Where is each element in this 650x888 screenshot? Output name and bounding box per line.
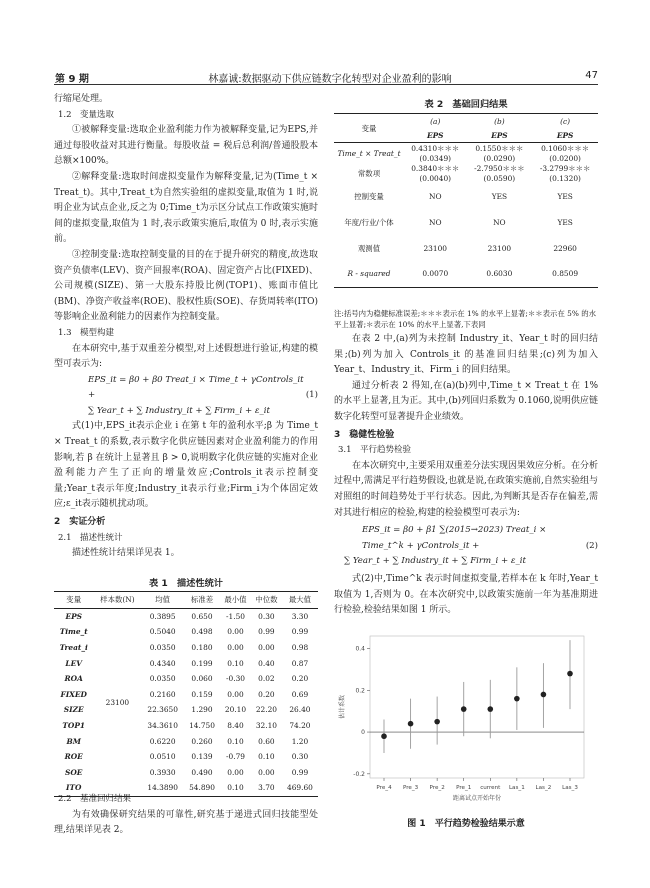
table2-cell <box>532 235 598 261</box>
table1-cell: 1.290 <box>191 705 213 715</box>
data-point <box>461 706 467 712</box>
table1-cell: 3.70 <box>258 783 275 793</box>
table-row <box>334 183 598 209</box>
table1-header-1: 样本数(N) <box>100 595 135 605</box>
equation-1 <box>54 373 318 420</box>
table1-cell: 8.40 <box>227 721 244 731</box>
table2-cell <box>532 209 598 235</box>
para-explained-var: ①被解释变量:选取企业盈利能力作为被解释变量,记为EPS,并通过每股收益对其进行衡量。每股收益 = 税后总利润/普通股股本总额×100%。 <box>54 125 318 167</box>
para-equation-2-desc: 式(2)中,Time^k 表示时间虚拟变量,若样本在 k 年时,Year_t 取值为 1,否则为 0。在本次研究中,以政策实施前一年为基准期进行检验,检验结果如图 1 所示。 <box>334 573 598 616</box>
table2-value: 0.0070 <box>422 269 449 279</box>
table1-header-0: 变量 <box>66 595 82 605</box>
table1-cell: 0.00 <box>227 627 244 637</box>
table1-cell: -0.30 <box>226 674 245 684</box>
table1-var-name: SOE <box>64 767 83 777</box>
table2-cell <box>532 261 598 287</box>
y-tick-label: -0.2 <box>353 770 365 778</box>
x-tick-label: Las_3 <box>562 785 578 791</box>
heading-2-1: 2.1 描述性统计 <box>58 532 123 543</box>
table2-row-label: 观测值 <box>357 243 381 253</box>
table1-cell: 0.199 <box>191 658 213 668</box>
table2-value: 22960 <box>553 243 577 253</box>
x-tick-label: Pre_4 <box>376 785 392 791</box>
table1-header-5: 中位数 <box>255 595 278 605</box>
table1-cell: 0.20 <box>291 674 309 684</box>
table1-var-name: EPS <box>65 611 82 621</box>
y-tick-label: 0 <box>361 729 365 737</box>
table2-row-label: 常数项 <box>357 168 381 178</box>
table-row <box>334 209 598 235</box>
para-model-intro: 在本研究中,基于双重差分模型,对上述假想进行验证,构建的模型可表示为: <box>54 343 318 370</box>
table1-var-name: SIZE <box>63 705 84 715</box>
data-point <box>434 719 440 725</box>
table1-var-name: TOP1 <box>62 721 86 731</box>
table1-cell: 0.99 <box>291 627 309 637</box>
table2-cell <box>404 143 467 164</box>
table2-std-error: (0.0349) <box>419 154 452 163</box>
table1 <box>54 591 318 797</box>
heading-3-1: 3.1 平行趋势检验 <box>338 445 412 456</box>
table2-col-b: (b) <box>494 116 505 126</box>
heading-3: 3 稳健性检验 <box>334 429 395 440</box>
x-tick-label: Pre_1 <box>456 785 472 791</box>
data-point <box>408 721 414 727</box>
plot-frame <box>370 636 584 778</box>
x-tick-label: current <box>480 785 501 791</box>
table1-cell: 0.4340 <box>149 658 176 668</box>
table2-col-a: (a) <box>430 116 441 126</box>
table2-value: 0.6030 <box>486 269 513 279</box>
table1-cell: 0.00 <box>227 643 244 653</box>
table2-std-error: (0.0290) <box>483 154 516 163</box>
y-tick-label: 0.2 <box>355 687 365 695</box>
x-tick-label: Pre_3 <box>402 785 419 791</box>
table1-header-6: 最大值 <box>288 595 312 605</box>
table1-cell: 0.87 <box>291 658 309 668</box>
table-row <box>334 163 598 183</box>
table2-cell <box>532 143 598 164</box>
equation-2 <box>334 523 598 570</box>
table2-value: NO <box>493 217 506 227</box>
table1-cell: 0.139 <box>191 752 213 762</box>
table1-cell: 20.10 <box>224 705 247 715</box>
table1-var-name: FIXED <box>60 689 87 699</box>
table1-cell: 1.20 <box>291 736 309 746</box>
table1-cell: 469.60 <box>287 783 313 793</box>
table2-dep-c: EPS <box>556 130 574 140</box>
x-tick-label: Las_2 <box>535 785 552 791</box>
table1-cell: 0.159 <box>191 689 213 699</box>
left-column-bottom <box>54 792 318 839</box>
table2-row-label: R - squared <box>347 269 391 279</box>
table2-value: NO <box>428 217 442 227</box>
table2-cell <box>467 261 533 287</box>
table1-cell: 0.60 <box>258 736 275 746</box>
table1-header-4: 最小值 <box>224 595 247 605</box>
table2-value: 0.4310＊＊＊ <box>411 144 460 153</box>
table1-cell: 0.69 <box>291 689 309 699</box>
table1-cell: 0.180 <box>191 643 213 653</box>
para-control-var: ③控制变量:选取控制变量的目的在于提升研究的精度,故选取资产负债率(LEV)、资产回报率(ROA)、固定资产占比(FIXED)、公司规模(SIZE)、第一大股东持股比例(TOP1)、账面市值比(BM)、净资产收益率(ROE)、股权性质(SOE)、存货周转率(ITO)等影响企业盈利能力的因素作为控制变量。 <box>54 249 318 323</box>
table2-value: 0.1060＊＊＊ <box>541 144 590 153</box>
table2-value: 23100 <box>423 243 447 253</box>
table2-cell <box>404 261 467 287</box>
equation-2-number: (2) <box>585 540 598 551</box>
table1-var-name: BM <box>66 736 81 746</box>
table1-cell: 0.99 <box>291 767 309 777</box>
equation-1-line-2: ∑ Year_t + ∑ Industry_it + ∑ Firm_i + ε_it <box>88 405 270 416</box>
table1-cell: 0.3930 <box>149 767 176 777</box>
table2-std-error: (0.1320) <box>549 174 581 183</box>
table1-cell: -1.50 <box>226 611 245 621</box>
table1-cell: 0.10 <box>258 752 275 762</box>
table1-header-row <box>54 592 318 609</box>
equation-1-number: (1) <box>305 390 318 401</box>
para-desc-stats: 描述性统计结果详见表 1。 <box>72 548 180 559</box>
para-parallel-trend: 在本次研究中,主要采用双重差分法实现因果效应分析。在分析过程中,需满足平行趋势假设,也就是说,在政策实施前,自然实验组与对照组的时间趋势处于平行状态。因此,为判断其是否存在偏差,需对其进行相应的检验,构建的检验模型可表示为: <box>334 460 598 518</box>
heading-2: 2 实证分析 <box>54 517 106 528</box>
table2-cell <box>404 183 467 209</box>
data-point <box>381 733 387 739</box>
table1-cell: 0.99 <box>258 627 275 637</box>
table1-cell: 0.10 <box>227 783 244 793</box>
x-axis-label: 距离试点开始年份 <box>452 795 502 802</box>
table1-cell: 22.3650 <box>147 705 178 715</box>
table2-cell <box>532 183 598 209</box>
table2-var-header: 变量 <box>361 123 377 133</box>
table2-col-c: (c) <box>560 116 571 126</box>
table2-row-label: 控制变量 <box>354 191 384 201</box>
table2-cell <box>467 163 533 183</box>
table1-cell: 0.40 <box>258 658 275 668</box>
table2-title: 表 2 基础回归结果 <box>424 99 508 110</box>
header-rule <box>54 84 598 85</box>
table-row <box>334 261 598 287</box>
table2-note: 注:括号内为稳健标准误差;＊＊＊表示在 1% 的水平上显著;＊＊表示在 5% 的水平上显著;＊表示在 10% 的水平上显著,下表同 <box>334 309 597 329</box>
table1-cell: 22.20 <box>255 705 277 715</box>
table2-header-row <box>334 114 598 129</box>
table2-value: 0.8509 <box>552 269 579 279</box>
para-explanatory-var: ②解释变量:选取时间虚拟变量作为解释变量,记为(Time_t × Treat_t)。其中,Treat_t为自然实验组的虚拟变量,取值为 1 时,说明企业为试点企业,反之为 0;Time_t为示区分试点工作政策实施时间的虚拟变量,取值为 1 时,表示政策实施后,取值为 0 时,表示实施前。 <box>54 171 318 245</box>
table1-cell: 0.6220 <box>149 736 176 746</box>
para-0: 行缩尾处理。 <box>54 94 109 104</box>
table1-cell: 14.750 <box>189 721 215 731</box>
table1-cell: 0.3895 <box>149 611 176 621</box>
table2-cell <box>467 235 533 261</box>
table2-dep-b: EPS <box>491 130 508 140</box>
table1-cell: 0.00 <box>227 689 244 699</box>
table1-title: 表 1 描述性统计 <box>149 578 223 589</box>
table1-cell: 0.10 <box>227 658 244 668</box>
table1-cell: 0.490 <box>191 767 213 777</box>
table1-cell: 74.20 <box>289 721 311 731</box>
table1-cell: 3.30 <box>291 611 309 621</box>
table1-cell: 0.20 <box>258 689 275 699</box>
table2-row-label: 年度/行业/个体 <box>344 217 394 227</box>
table2-cell <box>404 235 467 261</box>
parallel-trend-chart <box>334 628 598 812</box>
table1-cell: 0.00 <box>258 767 275 777</box>
equation-2-line-1: EPS_it = β0 + β1 ∑(2015→2023) Treat_i × Time_t^k + γControls_it + <box>362 525 547 551</box>
table1-header-2: 均值 <box>155 595 171 605</box>
heading-2-2: 2.2 基准回归结果 <box>58 794 132 804</box>
table1-var-name: ROE <box>64 752 83 762</box>
table2-row-label: Time_t × Treat_t <box>337 148 401 158</box>
table1-cell: 34.3610 <box>147 721 178 731</box>
table1-sample-size: 23100 <box>105 697 130 707</box>
y-tick-label: 0.4 <box>355 645 365 653</box>
table1-cell: 0.30 <box>258 611 275 621</box>
table2-value: 0.3840＊＊＊ <box>411 164 460 173</box>
table1-cell: 0.650 <box>191 611 213 621</box>
table2-value: YES <box>557 217 573 227</box>
equation-2-line-2: ∑ Year_t + ∑ Industry_it + ∑ Firm_i + ε_it <box>344 556 526 567</box>
table2-cell <box>467 143 533 164</box>
table-row <box>334 235 598 261</box>
table2-cell <box>532 163 598 183</box>
table2-cell <box>467 183 533 209</box>
table2-std-error: (0.0200) <box>549 154 581 163</box>
table2-value: 23100 <box>487 243 512 253</box>
figure1-caption: 图 1 平行趋势检验结果示意 <box>407 819 525 829</box>
table2-dep-a: EPS <box>426 130 444 140</box>
left-column <box>54 92 318 562</box>
table2-value: -3.2799＊＊＊ <box>539 164 591 173</box>
table1-cell: 0.00 <box>258 643 275 653</box>
table2-value: 0.1550＊＊＊ <box>475 144 524 153</box>
data-point <box>541 692 547 698</box>
page-number: 47 <box>585 70 598 81</box>
table1-cell: 14.3890 <box>147 783 178 793</box>
table1-header-3: 标准差 <box>190 595 214 605</box>
table-row <box>334 143 598 164</box>
running-title: 林嘉诚:数据驱动下供应链数字化转型对企业盈利的影响 <box>208 74 452 85</box>
table1-cell: 0.060 <box>191 674 213 684</box>
table1-cell: 0.260 <box>191 736 213 746</box>
x-tick-label: Pre_2 <box>429 785 445 791</box>
table2-cell <box>467 209 533 235</box>
table2-std-error: (0.0040) <box>419 174 452 183</box>
x-tick-label: Las_1 <box>508 785 525 791</box>
table1-var-name: ROA <box>64 674 83 684</box>
table1-cell: 32.10 <box>255 721 277 731</box>
table1-var-name: Treat_i <box>59 643 88 653</box>
para-model-desc: 式(1)中,EPS_it表示企业 i 在第 t 年的盈利水平;β 为 Time_t × Treat_t 的系数,表示数字化供应链因素对企业盈利能力的作用影响,若 β 在统计上显著且 β > 0,说明数字化供应链的实施对企业盈利能力产生了正向的增量效应;Controls_it表示控制变量;Year_t表示年度;Industry_it表示行业;Firm_i为个体固定效应;ε_it表示随机扰动项。 <box>54 421 318 510</box>
table1-cell: 0.02 <box>258 674 275 684</box>
table2-value: -2.7950＊＊＊ <box>474 164 525 173</box>
table1-cell: 0.0350 <box>149 674 176 684</box>
para-baseline: 为有效确保研究结果的可靠性,研究基于递进式回归技能型处理,结果详见表 2。 <box>54 809 318 836</box>
table1-cell: 0.0350 <box>149 643 176 653</box>
data-point <box>487 706 493 712</box>
table2-cell <box>404 163 467 183</box>
table2-value: NO <box>428 191 442 201</box>
table2-value: YES <box>491 191 508 201</box>
table1-cell: 0.0510 <box>149 752 176 762</box>
right-column <box>334 332 598 619</box>
table1-cell: 0.98 <box>291 643 309 653</box>
table1-cell: 0.00 <box>227 767 244 777</box>
para-table2-desc: 在表 2 中,(a)列为未控制 Industry_it、Year_t 时的回归结果;(b)列为加入 Controls_it 的基准回归结果;(c)列为加入 Year_t、Industry_it、Firm_i 的回归结果。 <box>334 334 598 376</box>
table1-cell: 0.30 <box>291 752 309 762</box>
table1-cell: 54.890 <box>189 783 215 793</box>
table1-cell: 0.2160 <box>149 689 176 699</box>
table1-cell: 0.5040 <box>149 627 176 637</box>
data-point <box>514 696 520 702</box>
data-point <box>567 671 573 677</box>
table1-cell: 26.40 <box>289 705 311 715</box>
table1-var-name: Time_t <box>59 627 88 637</box>
table1-var-name: LEV <box>65 658 82 668</box>
table2-value: YES <box>557 191 573 201</box>
y-axis-label: 估计系数 <box>339 694 346 720</box>
table1-var-name: ITO <box>66 783 82 793</box>
para-table2-analysis: 通过分析表 2 得知,在(a)(b)列中,Time_t × Treat_t 在 1% 的水平上显著,且为正。其中,(b)列回归系数为 0.1060,说明供应链数字化转型可显著提升企业绩效。 <box>334 380 598 422</box>
equation-1-line-1: EPS_it = β0 + β0 Treat_i × Time_t + γControls_it + <box>88 374 304 401</box>
table2 <box>334 113 598 288</box>
table2-cell <box>404 209 467 235</box>
table1-cell: 0.498 <box>191 627 213 637</box>
table-row <box>54 608 318 624</box>
heading-1-3: 1.3 模型构建 <box>58 327 115 338</box>
heading-1-2: 1.2 变量选取 <box>58 109 115 120</box>
issue-number: 第 9 期 <box>55 74 89 85</box>
table1-cell: -0.79 <box>226 752 245 762</box>
table2-std-error: (0.0590) <box>483 174 516 183</box>
table1-cell: 0.10 <box>227 736 244 746</box>
